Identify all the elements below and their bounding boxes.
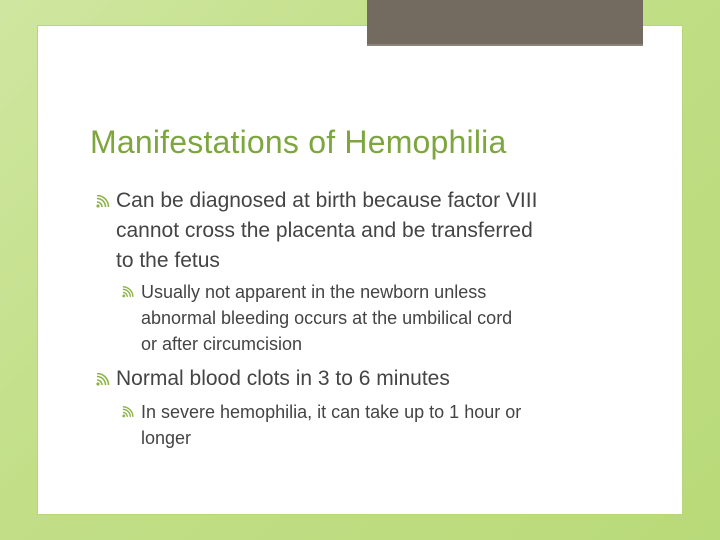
bullet-line: or after circumcision <box>141 334 303 354</box>
wifi-signal-icon <box>122 406 136 418</box>
bullet-line: Normal blood clots in 3 to 6 minutes <box>116 367 450 390</box>
bullet-line: abnormal bleeding occurs at the umbilical cord <box>141 308 513 328</box>
bullet-line: Can be diagnosed at birth because factor VIII <box>116 189 538 212</box>
bullet-line: to the fetus <box>116 249 220 272</box>
slide-title: Manifestations of Hemophilia <box>90 124 507 160</box>
wifi-signal-icon <box>96 373 112 386</box>
wifi-signal-icon <box>96 195 112 208</box>
bullet-item <box>116 186 537 276</box>
bullet-line: cannot cross the placenta and be transferred <box>116 219 533 242</box>
bullet-line: longer <box>141 428 192 448</box>
accent-bar-edge <box>367 44 643 46</box>
accent-bar <box>367 0 643 44</box>
sub-bullet-item <box>141 279 512 357</box>
bullet-line: Usually not apparent in the newborn unless <box>141 282 487 302</box>
sub-bullet-item <box>141 399 521 451</box>
bullet-item <box>116 364 450 394</box>
wifi-signal-icon <box>122 286 136 298</box>
bullet-line: In severe hemophilia, it can take up to 1 hour or <box>141 402 522 422</box>
